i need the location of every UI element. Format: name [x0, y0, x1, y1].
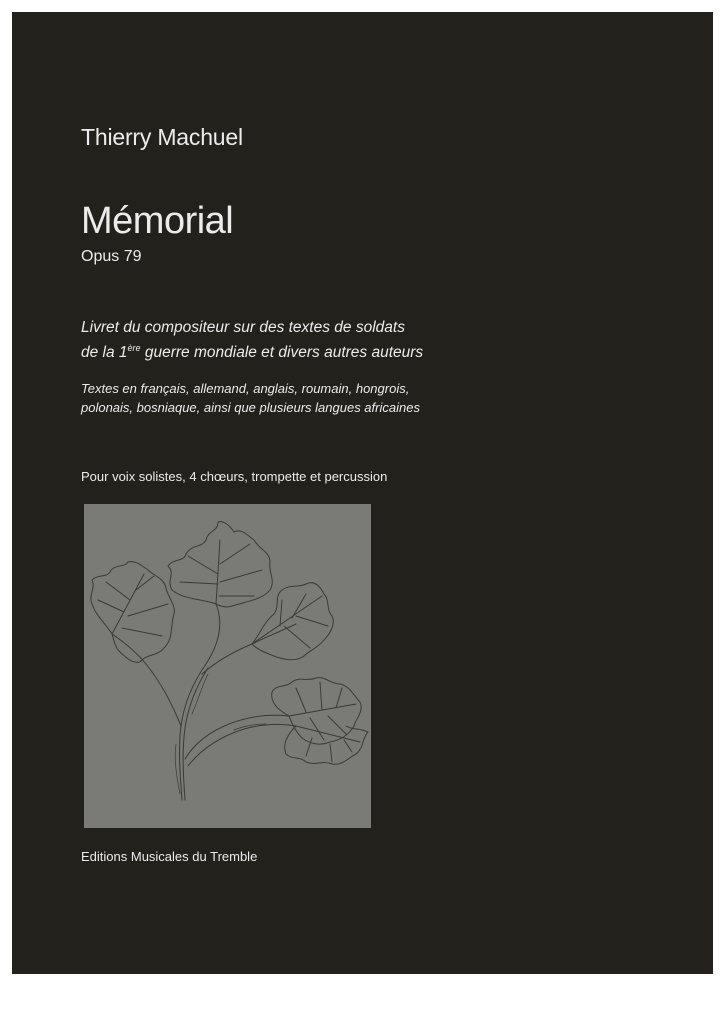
right-leaf — [252, 583, 333, 660]
libretto-description — [81, 317, 423, 363]
branch-right-shadow — [188, 724, 296, 766]
lower-right-leaf-vein — [289, 682, 356, 740]
branch-top-right — [202, 624, 296, 674]
opus-number: Opus 79 — [81, 248, 142, 265]
languages-line-1: Textes en français, allemand, anglais, roumain, hongrois, — [81, 381, 410, 396]
branch-left — [112, 634, 181, 726]
languages-line-2: polonais, bosniaque, ainsi que plusieurs langues africaines — [81, 400, 420, 415]
main-stem — [179, 604, 219, 800]
leaf-sketch-icon — [84, 504, 371, 828]
scoring-description: Pour voix solistes, 4 chœurs, trompette et percussion — [81, 469, 388, 484]
author-name: Thierry Machuel — [81, 124, 243, 150]
libretto-superscript: ère — [127, 343, 141, 353]
libretto-line-2-prefix: de la 1 — [81, 344, 128, 361]
right-leaf-vein — [252, 594, 328, 648]
libretto-line-2 — [81, 338, 423, 363]
left-leaf — [91, 562, 174, 663]
work-title: Mémorial — [81, 200, 234, 242]
libretto-line-2-suffix: guerre mondiale et divers autres auteurs — [140, 344, 424, 361]
leaf-sketch-artwork — [84, 504, 371, 828]
main-stem-shadow — [183, 668, 208, 800]
languages-description — [81, 379, 420, 417]
left-leaf-vein — [98, 574, 168, 636]
cover-page — [12, 12, 713, 974]
publisher-name: Editions Musicales du Tremble — [81, 849, 258, 864]
top-leaf-vein — [180, 540, 262, 604]
libretto-line-1: Livret du compositeur sur des textes de soldats — [81, 319, 405, 336]
